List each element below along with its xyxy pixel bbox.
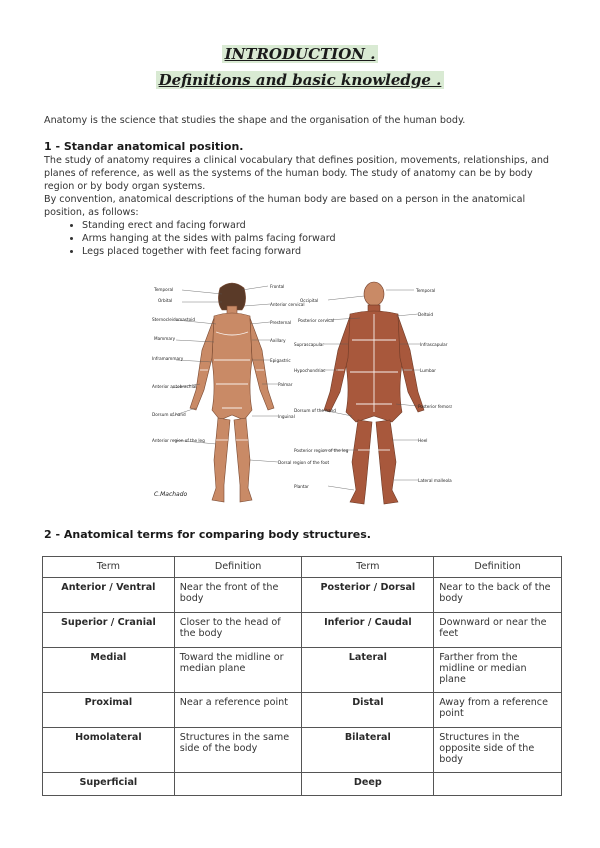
section-1-heading: 1 - Standar anatomical position.	[44, 140, 244, 153]
figure-label: Infrascapular	[420, 342, 448, 347]
body-regions-illustration	[152, 280, 452, 512]
section-1-paragraph-2: By convention, anatomical descriptions of the human body are based on a person in the anatomical position, as follows:	[44, 194, 526, 218]
figure-label: Anterior region of the leg	[152, 438, 205, 443]
figure-label: Heel	[418, 438, 428, 443]
term-cell: Superior / Cranial	[43, 613, 175, 648]
list-item: • Legs placed together with feet facing forward	[82, 245, 336, 258]
figure-label: Lumbar	[420, 368, 436, 373]
figure-label: Mammary	[154, 336, 176, 341]
section-1-paragraph-1: The study of anatomy requires a clinical vocabulary that defines position, movements, relationships, and planes of reference, as well as the systems of the human body. The study of anatomy can be by body region or by body organ systems.	[44, 155, 549, 192]
figure-label: Temporal	[154, 287, 174, 292]
table-row	[43, 693, 562, 728]
figure-label: Posterior femoral	[418, 404, 452, 409]
figure-label: Dorsum of the hand	[294, 408, 336, 413]
table-row	[43, 613, 562, 648]
term-cell: Distal	[302, 693, 434, 728]
figure-label: Hypochondriac	[294, 368, 326, 373]
title-line-1: INTRODUCTION .	[0, 42, 600, 66]
term-cell: Medial	[43, 648, 175, 693]
figure-label: Axillary	[270, 338, 286, 343]
figure-label: Dorsum of hand	[152, 412, 186, 417]
term-cell: Deep	[302, 773, 434, 796]
definition-cell: Near to the back of the body	[434, 578, 562, 613]
section-2-heading: 2 - Anatomical terms for comparing body structures.	[44, 528, 371, 541]
intro-paragraph: Anatomy is the science that studies the shape and the organisation of the human body.	[44, 115, 466, 126]
figure-label: Palmar	[278, 382, 293, 387]
definition-cell: Structures in the same side of the body	[174, 728, 302, 773]
term-cell: Inferior / Caudal	[302, 613, 434, 648]
list-item: • Arms hanging at the sides with palms facing forward	[82, 232, 336, 245]
figure-label: Deltoid	[418, 312, 433, 317]
figure-label: Dorsal region of the foot	[278, 460, 330, 465]
figure-label: Inguinal	[278, 414, 295, 419]
figure-label: Inframammary	[152, 356, 184, 361]
title-line-2: Definitions and basic knowledge .	[0, 68, 600, 92]
table-row	[43, 578, 562, 613]
table-header: Term	[43, 557, 175, 578]
front-body-figure	[190, 283, 274, 502]
term-cell: Homolateral	[43, 728, 175, 773]
term-cell: Proximal	[43, 693, 175, 728]
figure-label: Posterior cervical	[298, 318, 335, 323]
term-cell: Superficial	[43, 773, 175, 796]
figure-label: Anterior cervical	[270, 302, 305, 307]
figure-label: Orbital	[158, 298, 173, 303]
figure-signature: C.Machado	[154, 491, 188, 498]
definition-cell: Farther from the midline or median plane	[434, 648, 562, 693]
definition-cell	[434, 773, 562, 796]
definition-cell: Closer to the head of the body	[174, 613, 302, 648]
table-row	[43, 728, 562, 773]
definition-cell: Near a reference point	[174, 693, 302, 728]
figure-label: Lateral malleolar	[418, 478, 452, 483]
definition-cell: Away from a reference point	[434, 693, 562, 728]
anatomical-terms-table	[42, 556, 562, 796]
figure-label: Suprascapular	[294, 342, 325, 347]
figure-label: Frontal	[270, 284, 285, 289]
figure-label: Sternocleidomastoid	[152, 317, 196, 322]
definition-cell	[174, 773, 302, 796]
anatomical-position-list	[44, 219, 336, 258]
figure-label: Presternal	[270, 320, 292, 325]
list-item: • Standing erect and facing forward	[82, 219, 336, 232]
term-cell: Anterior / Ventral	[43, 578, 175, 613]
figure-label: Anterior antebrachial	[152, 384, 197, 389]
definition-cell: Downward or near the feet	[434, 613, 562, 648]
term-cell: Bilateral	[302, 728, 434, 773]
table-header: Term	[302, 557, 434, 578]
figure-label: Posterior region of the leg	[294, 448, 349, 453]
figure-label: Plantar	[294, 484, 309, 489]
definition-cell: Toward the midline or median plane	[174, 648, 302, 693]
term-cell: Lateral	[302, 648, 434, 693]
figure-label: Temporal	[416, 288, 436, 293]
table-row	[43, 773, 562, 796]
table-header-row	[43, 557, 562, 578]
figure-label: Occipital	[300, 298, 319, 303]
table-row	[43, 648, 562, 693]
anatomical-regions-figure	[152, 280, 452, 512]
figure-label: Epigastric	[270, 358, 291, 363]
definition-cell: Near the front of the body	[174, 578, 302, 613]
term-cell: Posterior / Dorsal	[302, 578, 434, 613]
table-header: Definition	[174, 557, 302, 578]
definition-cell: Structures in the opposite side of the body	[434, 728, 562, 773]
table-header: Definition	[434, 557, 562, 578]
